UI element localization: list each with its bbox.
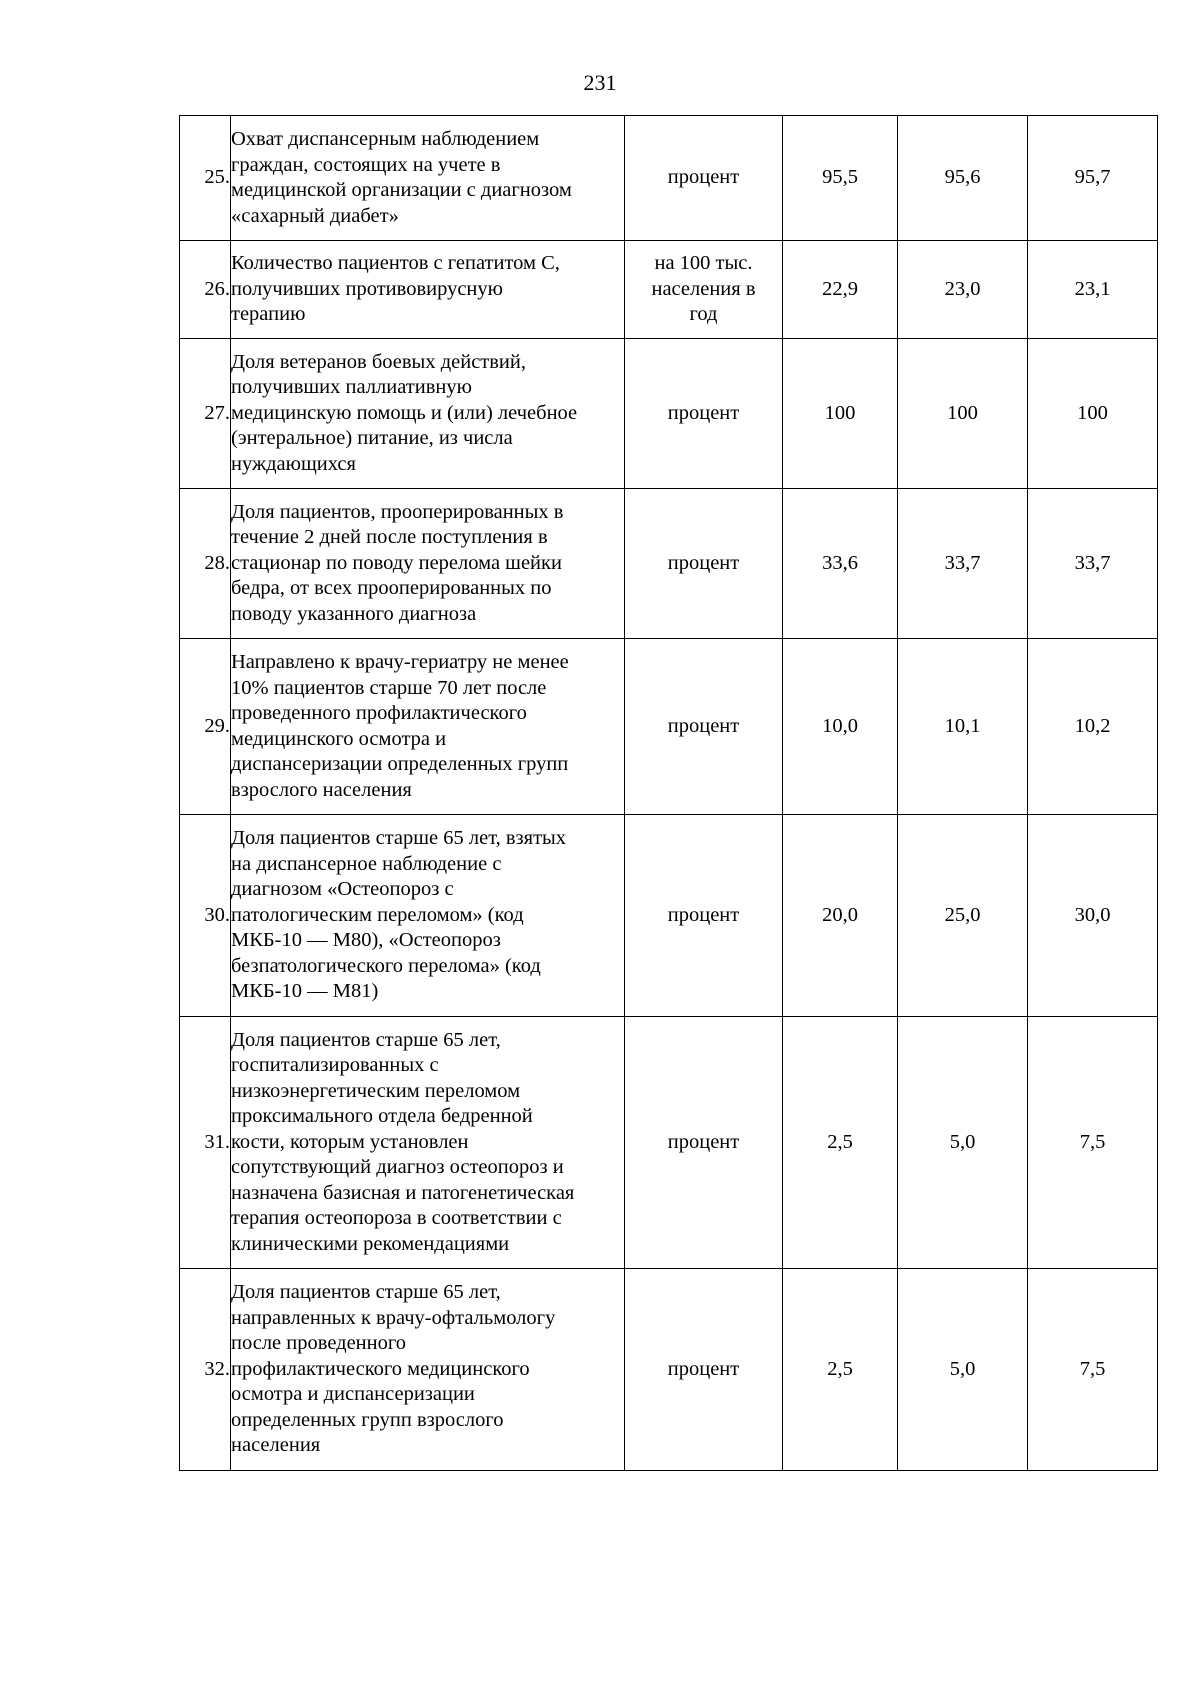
value-cell-3: 7,5 [1028, 1269, 1158, 1471]
table-row [180, 489, 1158, 639]
indicator-name: Доля пациентов старше 65 лет, взятых на диспансерное наблюдение с диагнозом «Остеопороз с патологическим переломом» (код МКБ-10 — M80), «Остеопороз безпатологического перелома» (код МКБ-10 — M81) [231, 815, 625, 1017]
table-row [180, 639, 1158, 815]
row-number: 29. [180, 639, 231, 815]
indicator-name: Доля пациентов, прооперированных в течение 2 дней после поступления в стационар по поводу перелома шейки бедра, от всех прооперированных по поводу указанного диагноза [231, 489, 625, 639]
indicator-name: Количество пациентов с гепатитом С, получивших противовирусную терапию [231, 241, 625, 339]
indicator-name: Охват диспансерным наблюдением граждан, состоящих на учете в медицинской организации с диагнозом «сахарный диабет» [231, 116, 625, 241]
value-cell-3: 95,7 [1028, 116, 1158, 241]
row-number: 28. [180, 489, 231, 639]
value-cell-3: 100 [1028, 339, 1158, 489]
value-cell-2: 5,0 [898, 1017, 1028, 1269]
value-cell-1: 10,0 [783, 639, 898, 815]
value-cell-2: 5,0 [898, 1269, 1028, 1471]
row-number: 25. [180, 116, 231, 241]
table-row [180, 116, 1158, 241]
value-cell-1: 2,5 [783, 1017, 898, 1269]
unit-cell: процент [625, 1017, 783, 1269]
page-number: 231 [583, 70, 617, 95]
value-cell-3: 33,7 [1028, 489, 1158, 639]
indicator-name: Доля пациентов старше 65 лет, направленных к врачу-офтальмологу после проведенного профилактического медицинского осмотра и диспансеризации определенных групп взрослого населения [231, 1269, 625, 1471]
indicators-table [179, 115, 1158, 1471]
value-cell-3: 10,2 [1028, 639, 1158, 815]
indicator-name: Направлено к врачу-гериатру не менее 10% пациентов старше 70 лет после проведенного профилактического медицинского осмотра и диспансеризации определенных групп взрослого населения [231, 639, 625, 815]
unit-cell: на 100 тыс. населения в год [625, 241, 783, 339]
value-cell-2: 25,0 [898, 815, 1028, 1017]
table-row [180, 241, 1158, 339]
row-number: 31. [180, 1017, 231, 1269]
value-cell-1: 22,9 [783, 241, 898, 339]
row-number: 30. [180, 815, 231, 1017]
table-row [180, 815, 1158, 1017]
table-row [180, 1269, 1158, 1471]
value-cell-3: 23,1 [1028, 241, 1158, 339]
unit-cell: процент [625, 489, 783, 639]
value-cell-2: 95,6 [898, 116, 1028, 241]
value-cell-2: 10,1 [898, 639, 1028, 815]
row-number: 32. [180, 1269, 231, 1471]
indicator-name: Доля пациентов старше 65 лет, госпитализированных с низкоэнергетическим переломом проксимального отдела бедренной кости, которым установлен сопутствующий диагноз остеопороз и назначена базисная и патогенетическая терапия остеопороза в соответствии с клиническими рекомендациями [231, 1017, 625, 1269]
unit-cell: процент [625, 116, 783, 241]
value-cell-3: 30,0 [1028, 815, 1158, 1017]
row-number: 27. [180, 339, 231, 489]
value-cell-2: 100 [898, 339, 1028, 489]
unit-cell: процент [625, 1269, 783, 1471]
unit-cell: процент [625, 639, 783, 815]
value-cell-2: 33,7 [898, 489, 1028, 639]
value-cell-1: 95,5 [783, 116, 898, 241]
table-row [180, 1017, 1158, 1269]
value-cell-1: 20,0 [783, 815, 898, 1017]
value-cell-2: 23,0 [898, 241, 1028, 339]
unit-cell: процент [625, 339, 783, 489]
value-cell-1: 2,5 [783, 1269, 898, 1471]
value-cell-1: 33,6 [783, 489, 898, 639]
unit-cell: процент [625, 815, 783, 1017]
row-number: 26. [180, 241, 231, 339]
indicator-name: Доля ветеранов боевых действий, получивших паллиативную медицинскую помощь и (или) лечебное (энтеральное) питание, из числа нуждающихся [231, 339, 625, 489]
table-row [180, 339, 1158, 489]
value-cell-3: 7,5 [1028, 1017, 1158, 1269]
value-cell-1: 100 [783, 339, 898, 489]
